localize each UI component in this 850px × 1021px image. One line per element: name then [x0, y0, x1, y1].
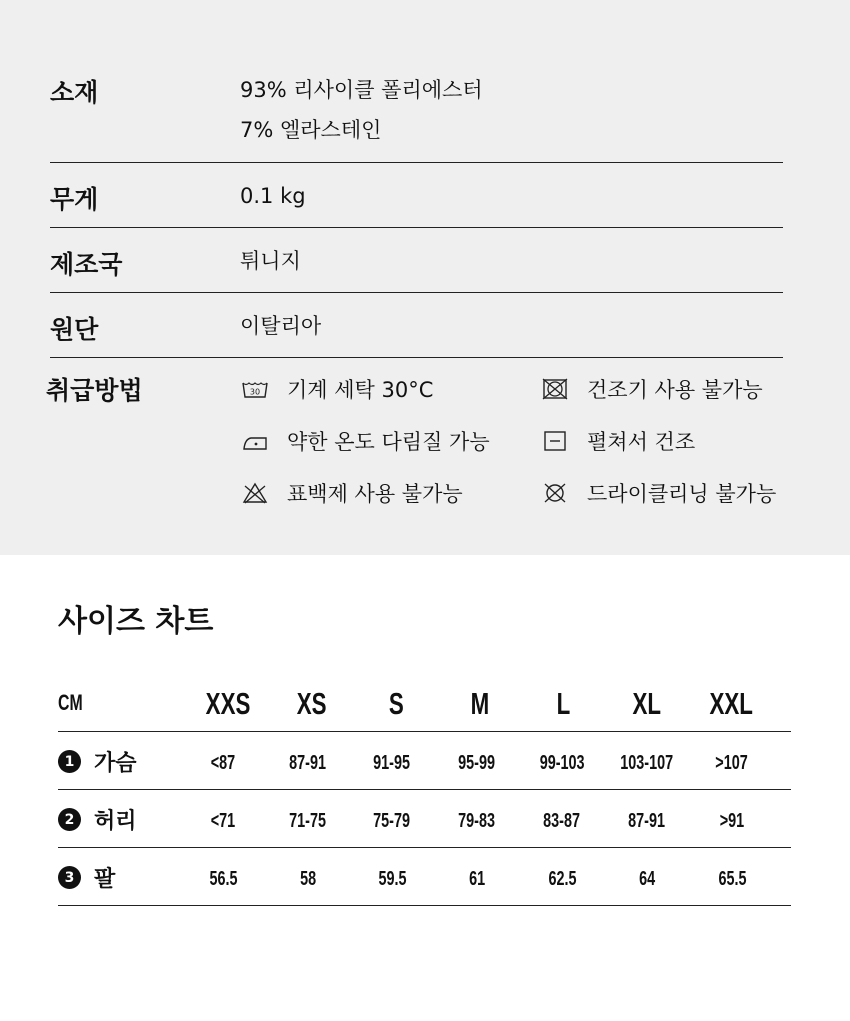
care-item-no-dry-clean	[541, 478, 776, 508]
care-item-flat-dry	[541, 426, 695, 456]
row-number-badge: 2	[58, 808, 81, 831]
size-header-m: M	[470, 686, 490, 721]
spec-value-origin: 튀니지	[240, 249, 301, 273]
size-header-l: L	[556, 686, 570, 721]
size-header-xs: XS	[297, 686, 327, 721]
wash-30-icon	[241, 378, 269, 400]
table-cell: 87-91	[289, 752, 327, 774]
table-cell: 59.5	[377, 868, 407, 890]
row-label-arm: 3 팔	[58, 862, 115, 893]
table-row-chest	[58, 732, 791, 790]
no-tumble-dry-icon	[541, 378, 569, 400]
spec-value-material-2: 7% 엘라스테인	[240, 118, 382, 142]
care-text-flat-dry: 펼쳐서 건조	[587, 430, 696, 454]
svg-text:30: 30	[249, 387, 261, 397]
table-cell: 103-107	[620, 752, 674, 774]
row-label-chest: 1 가슴	[58, 746, 137, 777]
table-cell: >91	[719, 810, 745, 832]
spec-label-fabric: 원단	[50, 315, 99, 344]
care-item-iron	[241, 426, 490, 456]
size-chart-title: 사이즈 차트	[58, 604, 214, 639]
flat-dry-icon	[541, 430, 569, 452]
spec-row-material	[50, 70, 783, 163]
spec-row-fabric	[50, 293, 783, 358]
low-iron-icon	[241, 430, 269, 452]
spec-value-weight: 0.1 kg	[240, 184, 306, 208]
care-text-wash: 기계 세탁 30°C	[287, 378, 434, 402]
table-cell: 75-79	[373, 810, 411, 832]
table-cell: 87-91	[628, 810, 666, 832]
size-header-xxs: XXS	[205, 686, 251, 721]
unit-label: CM	[58, 690, 83, 715]
table-cell: 83-87	[543, 810, 581, 832]
size-header-s: S	[388, 686, 404, 721]
size-header-xl: XL	[632, 686, 662, 721]
table-cell: 79-83	[458, 810, 496, 832]
spec-label-weight: 무게	[50, 185, 99, 214]
table-cell: 91-95	[373, 752, 411, 774]
table-row-waist	[58, 790, 791, 848]
table-cell: <71	[210, 810, 236, 832]
row-number-badge: 1	[58, 750, 81, 773]
table-row-arm	[58, 848, 791, 906]
care-item-no-tumble-dry	[541, 374, 763, 404]
care-item-wash	[241, 374, 433, 404]
table-cell: 99-103	[539, 752, 585, 774]
care-item-no-bleach	[241, 478, 463, 508]
row-number-badge: 3	[58, 866, 81, 889]
no-bleach-icon	[241, 482, 269, 504]
table-cell: 95-99	[458, 752, 496, 774]
table-cell: >107	[715, 752, 749, 774]
spec-row-origin	[50, 228, 783, 293]
table-cell: 62.5	[547, 868, 577, 890]
care-text-no-dry-clean: 드라이클리닝 불가능	[587, 482, 777, 506]
care-text-no-tumble-dry: 건조기 사용 불가능	[587, 378, 763, 402]
spec-label-care: 취급방법	[46, 376, 143, 405]
table-cell: <87	[210, 752, 236, 774]
spec-label-origin: 제조국	[50, 250, 123, 279]
table-cell: 65.5	[717, 868, 747, 890]
table-cell: 58	[299, 868, 317, 890]
spec-label-material: 소재	[50, 78, 99, 107]
row-label-waist: 2 허리	[58, 804, 137, 835]
table-cell: 71-75	[289, 810, 327, 832]
table-cell: 61	[468, 868, 486, 890]
spec-value-fabric: 이탈리아	[240, 314, 322, 338]
spec-value-material-1: 93% 리사이클 폴리에스터	[240, 78, 483, 102]
table-cell: 64	[638, 868, 656, 890]
care-text-iron: 약한 온도 다림질 가능	[287, 430, 490, 454]
care-text-no-bleach: 표백제 사용 불가능	[287, 482, 463, 506]
table-cell: 56.5	[208, 868, 238, 890]
no-dry-clean-icon	[541, 482, 569, 504]
spec-row-weight	[50, 163, 783, 228]
size-header-xxl: XXL	[709, 686, 753, 721]
size-chart-header	[58, 680, 791, 732]
